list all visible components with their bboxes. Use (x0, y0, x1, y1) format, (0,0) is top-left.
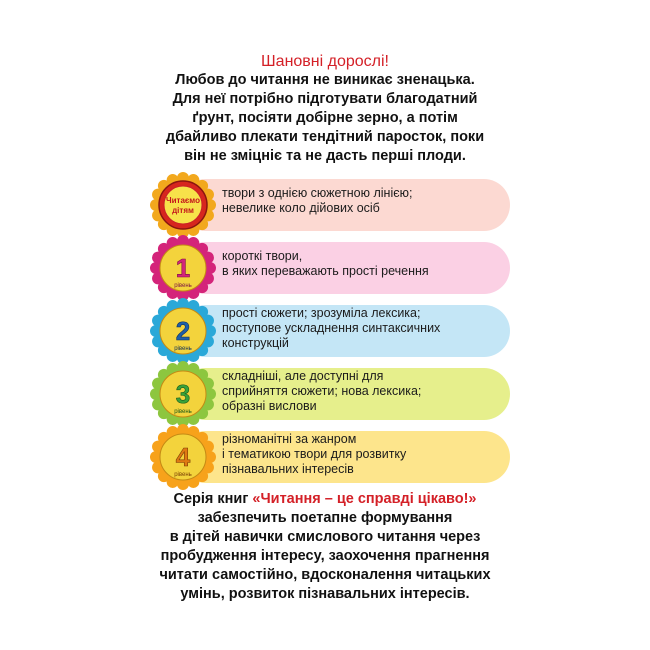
level-row-3 (150, 361, 510, 429)
intro-line: Любов до читання не виникає зненацька. (175, 72, 475, 88)
badge-number: 1 (175, 253, 191, 283)
level-line: і тематикою твори для розвитку (222, 447, 407, 461)
intro-line: Для неї потрібно підготувати благодатний (172, 91, 478, 107)
level-line: образні вислови (222, 399, 317, 413)
badge-text-bottom: дітям (172, 206, 194, 215)
intro-line: дбайливо плекати тендітний паросток, поки (165, 129, 485, 145)
badge-label: рівень (174, 346, 192, 352)
outro-line: пробудження інтересу, заохочення прагнення (160, 548, 490, 564)
level-row-4 (150, 424, 510, 492)
level-line: різноманітні за жанром (222, 432, 357, 446)
level-description (222, 306, 440, 351)
level-line: сприйняття сюжети; нова лексика; (222, 384, 422, 398)
outro-line: забезпечить поетапне формування (197, 510, 453, 526)
level-row-read-to-kids (150, 172, 510, 240)
level-description (222, 369, 421, 414)
badge-label: рівень (174, 472, 192, 478)
level-description (222, 186, 412, 216)
outro-section (0, 490, 650, 604)
intro-paragraph (0, 71, 650, 166)
outro-line: умінь, розвиток пізнавальних інтересів. (180, 586, 470, 602)
level-line: в яких переважають прості речення (222, 264, 429, 278)
level-line: невелике коло дійових осіб (222, 201, 380, 215)
outro-line: в дітей навички смислового читання через (169, 529, 481, 545)
level-line: пізнавальних інтересів (222, 462, 354, 476)
outro-line: читати самостійно, вдосконалення читацьких (159, 567, 491, 583)
level-line: твори з однією сюжетною лінією; (222, 186, 413, 200)
level-3-badge-icon (150, 361, 216, 427)
badge-label: рівень (174, 409, 192, 415)
level-description (222, 432, 406, 477)
level-line: короткі твори, (222, 249, 303, 263)
level-line: конструкцій (222, 336, 289, 350)
outro-lead: Серія книг (173, 491, 253, 507)
badge-text-top: Читаємо (165, 196, 201, 205)
badge-number: 2 (175, 316, 191, 346)
badge-label: рівень (174, 283, 192, 289)
read-to-kids-badge-icon (150, 172, 216, 238)
level-line: складніші, але доступні для (222, 369, 384, 383)
intro-line: він не зміцніє та не дасть перші плоди. (184, 148, 466, 164)
level-4-badge-icon (150, 424, 216, 490)
badge-number: 4 (175, 442, 191, 472)
level-row-2 (150, 298, 510, 366)
intro-line: ґрунт, посіяти добірне зерно, а потім (192, 110, 458, 126)
level-2-badge-icon (150, 298, 216, 364)
level-1-badge-icon (150, 235, 216, 301)
intro-title: Шановні дорослі! (261, 53, 389, 70)
level-line: поступове ускладнення синтаксичних (222, 321, 441, 335)
level-description (222, 249, 429, 279)
level-row-1 (150, 235, 510, 303)
intro-section (0, 52, 650, 166)
outro-first-line (0, 490, 650, 509)
series-name: «Читання – це справді цікаво!» (252, 491, 477, 507)
badge-number: 3 (175, 379, 191, 409)
level-line: прості сюжети; зрозуміла лексика; (222, 306, 421, 320)
